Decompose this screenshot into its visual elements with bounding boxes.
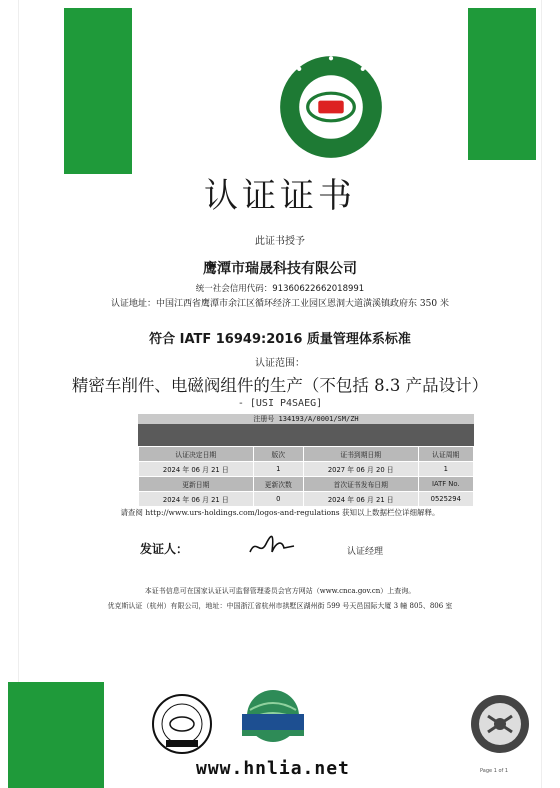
scope-text: 精密车削件、电磁阀组件的生产（不包括 8.3 产品设计）	[71, 376, 489, 395]
granted-to-label: 此证书授予	[255, 236, 305, 247]
table-cell: 更新日期	[139, 477, 254, 492]
table-cell: 1	[253, 462, 303, 477]
company-name: 鹰潭市瑞晟科技有限公司	[203, 261, 357, 277]
dates-table	[138, 446, 474, 507]
table-cell: 更新次数	[253, 477, 303, 492]
green-band-right	[468, 8, 536, 160]
table-cell: 2024 年 06 月 21 日	[139, 492, 254, 507]
table-row	[139, 492, 474, 507]
registration-number: 注册号 134193/A/0001/SM/ZH	[138, 414, 474, 424]
table-cell: 认证决定日期	[139, 447, 254, 462]
table-cell: 0	[253, 492, 303, 507]
certificate-data-table	[138, 414, 474, 507]
verification-note: 本证书信息可在国家认证认可监督管理委员会官方网站（www.cnca.gov.cn）上查询。	[144, 587, 416, 595]
table-cell: 2027 年 06 月 20 日	[303, 462, 418, 477]
urs-logo-icon	[278, 54, 384, 160]
table-cell: 证书到期日期	[303, 447, 418, 462]
scope-label: 认证范围：	[255, 358, 305, 369]
issuer-role: 认证经理	[347, 547, 384, 557]
regulations-url-note: 请查阅 http://www.urs-holdings.com/logos-and-regulations 获知以上数据栏位详细解释。	[120, 508, 440, 517]
certificate-notice-block	[138, 424, 474, 446]
credit-code: 统一社会信用代码：91360622662018991	[195, 284, 365, 294]
signature-icon	[248, 530, 296, 560]
site-code: - [USI P4SAEG]	[237, 398, 323, 409]
page-number: Page 1 of 1	[480, 768, 509, 774]
table-cell: 1	[418, 462, 473, 477]
accreditation-seal-icon	[470, 694, 530, 754]
standard-statement: 符合 IATF 16949:2016 质量管理体系标准	[149, 332, 411, 347]
table-cell: 2024 年 06 月 21 日	[139, 462, 254, 477]
iatf-logo-icon	[238, 686, 308, 750]
table-row	[139, 477, 474, 492]
table-cell: 首次证书发布日期	[303, 477, 418, 492]
table-cell: 版次	[253, 447, 303, 462]
issuer-label: 发证人：	[140, 542, 189, 556]
table-cell: IATF No.	[418, 477, 473, 492]
table-cell: 2024 年 06 月 21 日	[303, 492, 418, 507]
urs-iatf-seal-icon	[152, 694, 212, 754]
issuer-address: 优克斯认证（杭州）有限公司，地址：中国浙江省杭州市拱墅区湖州街 599 号天邑国际大厦 3 幢 805、806 室	[107, 602, 453, 610]
green-band-left	[64, 8, 132, 174]
table-row	[139, 462, 474, 477]
watermark-text: www.hnlia.net	[196, 758, 350, 779]
green-band-bottom	[8, 682, 104, 788]
table-row	[139, 447, 474, 462]
certificate-title: 认证证书	[204, 176, 356, 216]
certified-address: 认证地址：中国江西省鹰潭市余江区循环经济工业园区恩洞大道潢溪镇政府东 350 米	[111, 299, 449, 309]
table-cell: 0525294	[418, 492, 473, 507]
table-cell: 认证周期	[418, 447, 473, 462]
